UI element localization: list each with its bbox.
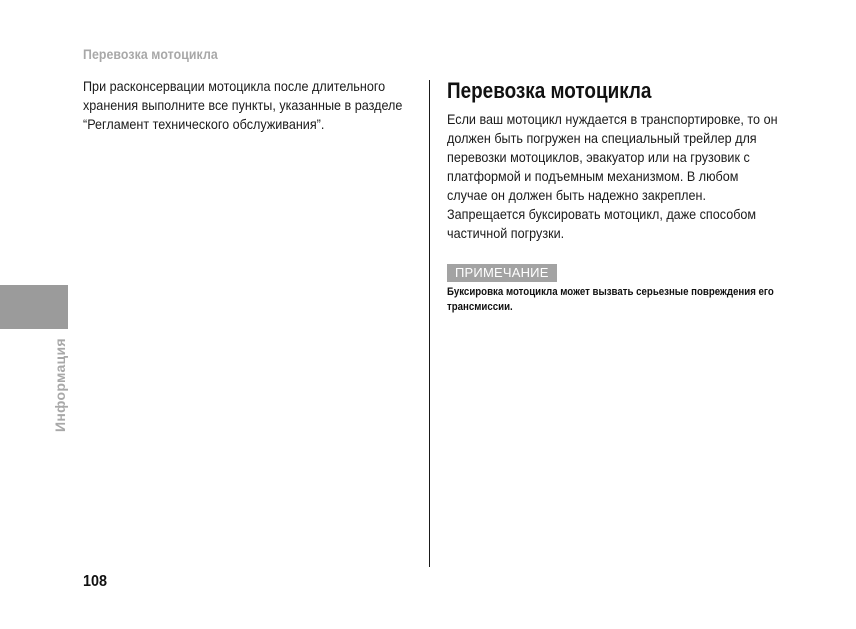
section-tab-label: Информация	[52, 338, 68, 432]
column-divider	[429, 80, 430, 567]
right-column	[447, 78, 787, 315]
left-paragraph: При расконсервации мотоцикла после длительного хранения выполните все пункты, указанные в разделе “Регламент технического обслуживания”.	[83, 78, 403, 132]
note-text: Буксировка мотоцикла может вызвать серьезные повреждения его трансмиссии.	[447, 286, 774, 313]
running-header: Перевозка мотоцикла	[83, 46, 218, 62]
page-number: 108	[83, 573, 108, 590]
right-paragraph: Если ваш мотоцикл нуждается в транспортировке, то он должен быть погружен на специальный трейлер для перевозки мотоциклов, эвакуатор или на грузовик с платформой и подъемным механизмом. В любом случае он должен быть надежно закреплен. Запрещается буксировать мотоцикл, даже способом частичной погрузки.	[447, 111, 778, 241]
section-tab-marker	[0, 285, 68, 329]
section-title: Перевозка мотоцикла	[447, 78, 652, 103]
note-badge: ПРИМЕЧАНИЕ	[447, 264, 557, 282]
left-column	[83, 77, 413, 134]
